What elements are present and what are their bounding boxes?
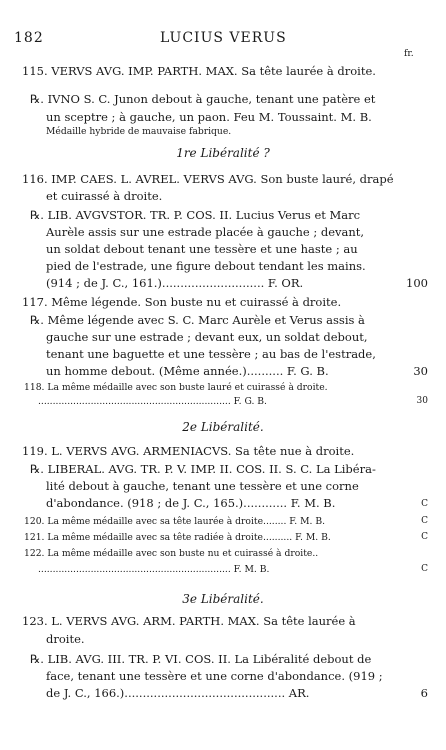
entry-118-line: 118. La même médaille avec son buste lauré et cuirassé à droite. xyxy=(24,382,328,393)
entry-122-price: C xyxy=(421,564,428,574)
entry-119-obverse: 119. L. VERVS AVG. ARMENIACVS. Sa tête nue à droite. xyxy=(22,444,355,458)
entry-119-reverse: ℞. LIBERAL. AVG. TR. P. V. IMP. II. COS. II. S. C. La Libéra- xyxy=(30,462,376,476)
section-title-1: 1re Libéralité ? xyxy=(176,146,270,160)
entry-120-price: C xyxy=(421,516,428,526)
entry-119-cont-2: d'abondance. (918 ; de J. C., 165.)............ F. M. B. xyxy=(46,496,336,510)
entry-123-cont-3: de J. C., 166.)............................................ AR. xyxy=(46,686,310,700)
entry-116-cont-4: pied de l'estrade, une figure debout tendant les mains. xyxy=(46,259,366,273)
entry-119-cont: lité debout à gauche, tenant une tessère et une corne xyxy=(46,479,359,493)
entry-116-cont-3: un soldat debout tenant une tessère et une haste ; au xyxy=(46,242,358,256)
entry-119-price: C xyxy=(421,499,428,509)
entry-117-price: 30 xyxy=(413,364,428,378)
entry-115-obverse: 115. VERVS AVG. IMP. PARTH. MAX. Sa tête laurée à droite. xyxy=(22,64,376,78)
entry-115-reverse: ℞. IVNO S. C. Junon debout à gauche, tenant une patère et xyxy=(30,92,376,106)
entry-116-reverse: ℞. LIB. AVGVSTOR. TR. P. COS. II. Lucius Verus et Marc xyxy=(30,208,361,222)
entry-117-cont-3: un homme debout. (Même année.).......... F. G. B. xyxy=(46,364,329,378)
entry-123-cont-2: face, tenant une tessère et une corne d'abondance. (919 ; xyxy=(46,669,383,683)
entry-116-cont: et cuirassé à droite. xyxy=(46,189,163,203)
entry-115-cont: un sceptre ; à gauche, un paon. Feu M. Toussaint. M. B. xyxy=(46,110,372,124)
section-title-3: 3e Libéralité. xyxy=(182,592,264,606)
entry-118-line-2: .................................................................. F. G. B. xyxy=(38,396,267,407)
entry-117-reverse: ℞. Même légende avec S. C. Marc Aurèle et Verus assis à xyxy=(30,313,365,327)
entry-122-line: 122. La même médaille avec son buste nu et cuirassé à droite.. xyxy=(24,548,319,559)
entry-121-price: C xyxy=(421,532,428,542)
entry-123-reverse: ℞. LIB. AVG. III. TR. P. VI. COS. II. La Libéralité debout de xyxy=(30,652,372,666)
entry-116-obverse: 116. IMP. CAES. L. AVREL. VERVS AVG. Son buste lauré, drapé xyxy=(22,172,394,186)
entry-116-cont-2: Aurèle assis sur une estrade placée à gauche ; devant, xyxy=(46,225,365,239)
entry-123-obverse: 123. L. VERVS AVG. ARM. PARTH. MAX. Sa tête laurée à xyxy=(22,614,356,628)
entry-115-note: Médaille hybride de mauvaise fabrique. xyxy=(46,126,232,137)
section-title-2: 2e Libéralité. xyxy=(182,420,264,434)
entry-117-cont-2: tenant une baguette et une tessère ; au bas de l'estrade, xyxy=(46,347,376,361)
entry-116-price: 100 xyxy=(406,276,428,290)
entry-122-line-2: .................................................................. F. M. B. xyxy=(38,564,270,575)
entry-117-obverse: 117. Même légende. Son buste nu et cuirassé à droite. xyxy=(22,295,342,309)
running-title: LUCIUS VERUS xyxy=(160,30,287,46)
entry-123-price: 6 xyxy=(420,686,428,700)
entry-121-line: 121. La même médaille avec sa tête radiée à droite.......... F. M. B. xyxy=(24,532,331,543)
corner-note: fr. xyxy=(404,48,414,59)
page-number: 182 xyxy=(14,30,44,46)
entry-118-price: 30 xyxy=(416,396,428,406)
entry-116-cont-5: (914 ; de J. C., 161.)............................ F. OR. xyxy=(46,276,304,290)
entry-120-line: 120. La même médaille avec sa tête laurée à droite........ F. M. B. xyxy=(24,516,326,527)
entry-123-cont: droite. xyxy=(46,632,85,646)
entry-117-cont: gauche sur une estrade ; devant eux, un soldat debout, xyxy=(46,330,368,344)
